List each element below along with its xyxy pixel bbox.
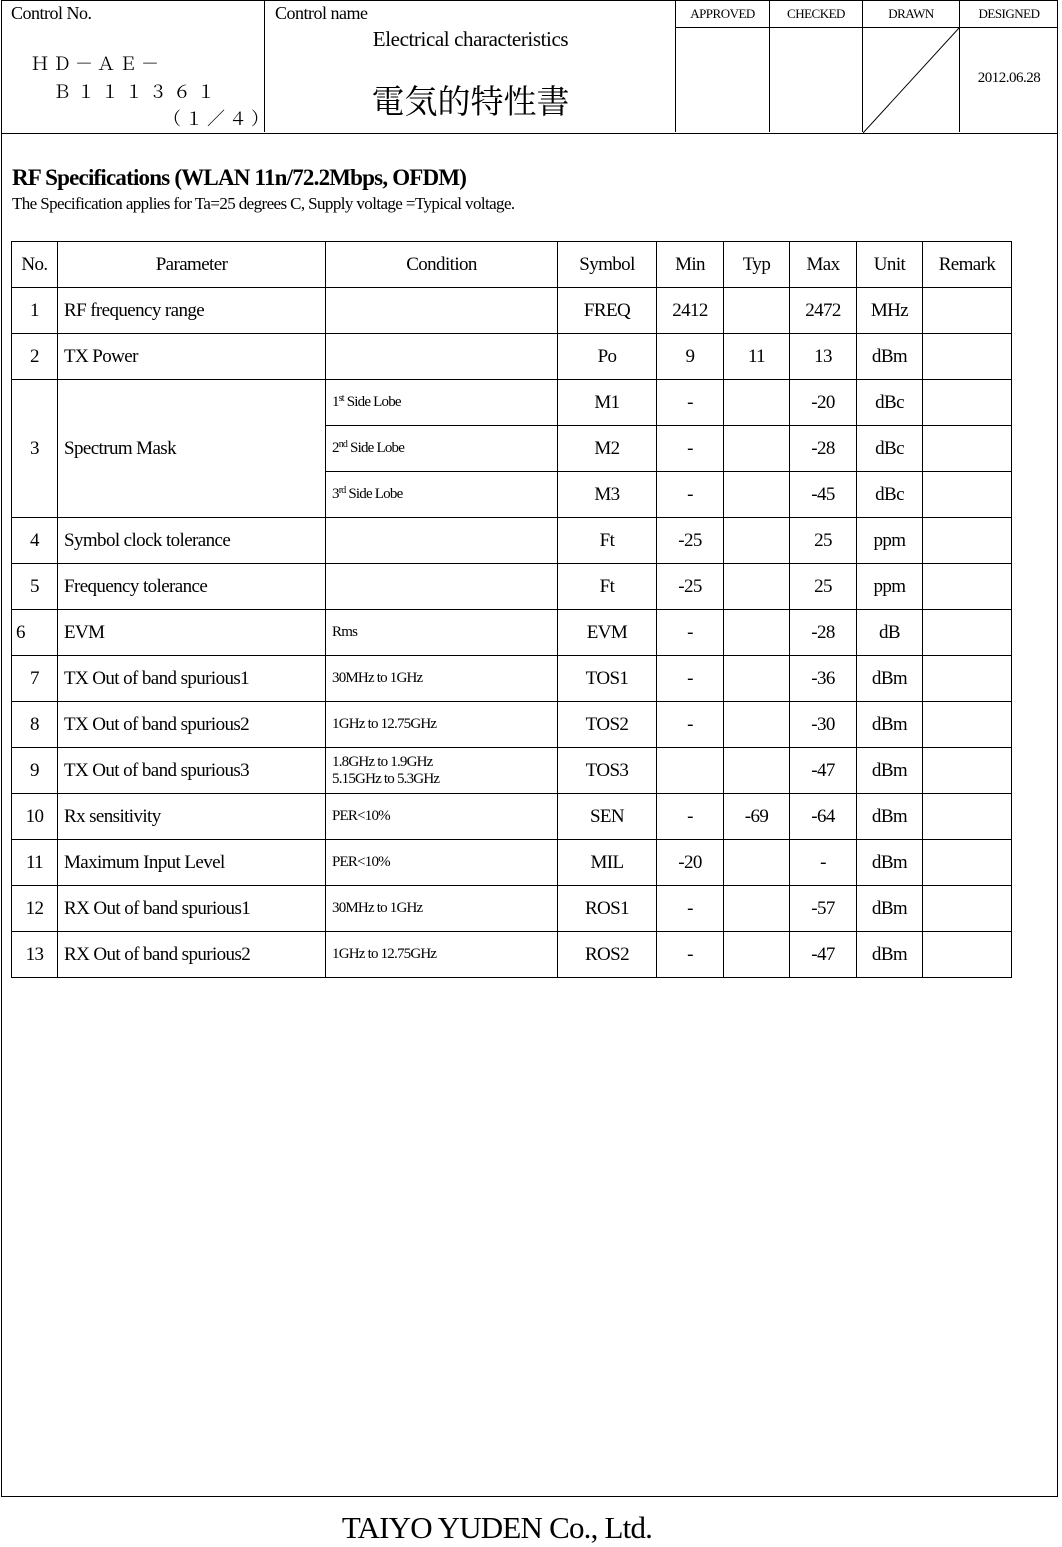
- cell-no: 5: [12, 564, 58, 610]
- cell-unit: ppm: [857, 518, 923, 564]
- cell-remark: [923, 564, 1012, 610]
- control-no-page: （１／４）: [163, 109, 273, 129]
- cell-parameter: EVM: [58, 610, 326, 656]
- cell-typ: [724, 426, 790, 472]
- col-header-typ: Typ: [724, 242, 790, 288]
- cond-ordinal: 3: [332, 486, 339, 502]
- cell-min: [657, 748, 724, 794]
- cell-remark: [923, 840, 1012, 886]
- cell-remark: [923, 932, 1012, 978]
- table-row: [12, 564, 1012, 610]
- cell-symbol: TOS2: [558, 702, 657, 748]
- cond-text: Side Lobe: [347, 440, 405, 456]
- cell-parameter: Frequency tolerance: [58, 564, 326, 610]
- cell-condition: 30MHz to 1GHz: [326, 656, 558, 702]
- cell-min: 2412: [657, 288, 724, 334]
- cell-unit: ppm: [857, 564, 923, 610]
- cell-parameter: TX Out of band spurious2: [58, 702, 326, 748]
- cell-remark: [923, 610, 1012, 656]
- cell-condition: 1GHz to 12.75GHz: [326, 702, 558, 748]
- approved-box: [676, 0, 770, 132]
- cell-symbol: ROS1: [558, 886, 657, 932]
- table-row: [12, 748, 1012, 794]
- cell-min: -: [657, 932, 724, 978]
- table-row: [12, 656, 1012, 702]
- rf-spec-table: [11, 241, 1012, 978]
- title-block: [1, 0, 1058, 134]
- cell-remark: [923, 702, 1012, 748]
- cell-min: -: [657, 610, 724, 656]
- cond-text: Side Lobe: [345, 486, 403, 502]
- cell-max: -45: [790, 472, 857, 518]
- col-header-symbol: Symbol: [558, 242, 657, 288]
- col-header-max: Max: [790, 242, 857, 288]
- col-header-condition: Condition: [326, 242, 558, 288]
- cell-no: 4: [12, 518, 58, 564]
- cell-no: 10: [12, 794, 58, 840]
- cell-unit: dBc: [857, 472, 923, 518]
- control-no-value-line2: Ｂ１１１３６１: [53, 82, 221, 102]
- col-header-no: No.: [12, 242, 58, 288]
- cell-no: 2: [12, 334, 58, 380]
- company-footer: TAIYO YUDEN Co., Ltd.: [341, 1510, 653, 1545]
- cell-condition: [326, 380, 558, 426]
- cell-max: -47: [790, 932, 857, 978]
- checked-box: [770, 0, 863, 132]
- cell-symbol: MIL: [558, 840, 657, 886]
- cell-max: -57: [790, 886, 857, 932]
- cell-symbol: Po: [558, 334, 657, 380]
- cell-unit: dBc: [857, 380, 923, 426]
- table-row: [12, 334, 1012, 380]
- cell-symbol: FREQ: [558, 288, 657, 334]
- cell-max: -28: [790, 610, 857, 656]
- cell-no: 13: [12, 932, 58, 978]
- cell-no: 6: [12, 610, 58, 656]
- cell-condition: [326, 426, 558, 472]
- cond-text: Side Lobe: [343, 394, 401, 410]
- cell-unit: dBm: [857, 702, 923, 748]
- control-no-label: Control No.: [11, 3, 92, 23]
- cell-unit: dBm: [857, 794, 923, 840]
- table-row: [12, 702, 1012, 748]
- cell-parameter: RX Out of band spurious2: [58, 932, 326, 978]
- cell-min: -: [657, 886, 724, 932]
- cell-min: -: [657, 656, 724, 702]
- section-subtitle: The Specification applies for Ta=25 degrees C, Supply voltage =Typical voltage.: [12, 194, 515, 213]
- cell-symbol: SEN: [558, 794, 657, 840]
- cell-symbol: EVM: [558, 610, 657, 656]
- strike-line: [863, 28, 959, 133]
- col-header-parameter: Parameter: [58, 242, 326, 288]
- cell-parameter: TX Out of band spurious1: [58, 656, 326, 702]
- cell-typ: 11: [724, 334, 790, 380]
- cell-parameter: TX Power: [58, 334, 326, 380]
- cell-max: -30: [790, 702, 857, 748]
- table-row: [12, 518, 1012, 564]
- cond-ordinal: 2: [332, 440, 339, 456]
- cell-typ: [724, 288, 790, 334]
- cell-unit: dBm: [857, 932, 923, 978]
- designed-label: DESIGNED: [960, 0, 1058, 28]
- cell-condition: PER<10%: [326, 840, 558, 886]
- cell-condition: Rms: [326, 610, 558, 656]
- cell-symbol: TOS3: [558, 748, 657, 794]
- cell-unit: MHz: [857, 288, 923, 334]
- cell-max: 13: [790, 334, 857, 380]
- cond-ordinal-suffix: nd: [338, 439, 348, 450]
- cell-min: -: [657, 426, 724, 472]
- cell-min: -: [657, 702, 724, 748]
- cell-min: -20: [657, 840, 724, 886]
- section-title: RF Specifications (WLAN 11n/72.2Mbps, OFDM): [12, 165, 467, 190]
- cell-condition: [326, 518, 558, 564]
- cell-remark: [923, 472, 1012, 518]
- cell-no: 7: [12, 656, 58, 702]
- cell-condition: [326, 288, 558, 334]
- designed-signature: [960, 28, 1058, 133]
- approved-signature: [676, 28, 769, 133]
- cell-remark: [923, 748, 1012, 794]
- table-row: [12, 288, 1012, 334]
- approved-label: APPROVED: [676, 0, 769, 28]
- cell-remark: [923, 288, 1012, 334]
- cell-condition: 1GHz to 12.75GHz: [326, 932, 558, 978]
- cell-parameter: Spectrum Mask: [58, 380, 326, 518]
- cell-remark: [923, 426, 1012, 472]
- cond-ordinal-suffix: st: [338, 393, 344, 404]
- cell-max: 2472: [790, 288, 857, 334]
- control-name-cell: [265, 0, 676, 132]
- cell-max: 25: [790, 518, 857, 564]
- table-header-row: [12, 242, 1012, 288]
- cell-unit: dBm: [857, 656, 923, 702]
- control-name-english: Electrical characteristics: [372, 27, 569, 51]
- cell-parameter: RF frequency range: [58, 288, 326, 334]
- cell-unit: dBm: [857, 886, 923, 932]
- cond-line-2: 5.15GHz to 5.3GHz: [332, 770, 440, 787]
- table-row: [12, 794, 1012, 840]
- cell-remark: [923, 334, 1012, 380]
- cell-no: 12: [12, 886, 58, 932]
- cond-ordinal: 1: [332, 394, 339, 410]
- cell-remark: [923, 886, 1012, 932]
- cell-unit: dBm: [857, 334, 923, 380]
- drawn-box: [863, 0, 960, 132]
- cell-min: -: [657, 472, 724, 518]
- cell-parameter: Symbol clock tolerance: [58, 518, 326, 564]
- cell-min: -25: [657, 564, 724, 610]
- cell-condition: [326, 748, 558, 794]
- cell-max: -: [790, 840, 857, 886]
- cell-max: -36: [790, 656, 857, 702]
- cell-max: -20: [790, 380, 857, 426]
- cell-remark: [923, 380, 1012, 426]
- cell-parameter: Rx sensitivity: [58, 794, 326, 840]
- control-name-label: Control name: [275, 3, 368, 23]
- col-header-min: Min: [657, 242, 724, 288]
- cell-min: 9: [657, 334, 724, 380]
- cell-symbol: ROS2: [558, 932, 657, 978]
- cell-parameter: Maximum Input Level: [58, 840, 326, 886]
- drawn-signature: [863, 28, 959, 133]
- cell-condition: [326, 334, 558, 380]
- cell-unit: dBc: [857, 426, 923, 472]
- cell-no: 3: [12, 380, 58, 518]
- designed-date: 2012.06.28: [977, 70, 1041, 86]
- cell-unit: dB: [857, 610, 923, 656]
- table-row: [12, 380, 1012, 426]
- table-row: [12, 886, 1012, 932]
- cell-remark: [923, 794, 1012, 840]
- cell-condition: 30MHz to 1GHz: [326, 886, 558, 932]
- cell-max: -28: [790, 426, 857, 472]
- cell-typ: [724, 656, 790, 702]
- cell-typ: -69: [724, 794, 790, 840]
- cell-parameter: RX Out of band spurious1: [58, 886, 326, 932]
- checked-label: CHECKED: [770, 0, 862, 28]
- col-header-remark: Remark: [923, 242, 1012, 288]
- cell-no: 9: [12, 748, 58, 794]
- cell-remark: [923, 656, 1012, 702]
- cell-unit: dBm: [857, 748, 923, 794]
- cell-condition: [326, 564, 558, 610]
- cell-max: -47: [790, 748, 857, 794]
- cell-typ: [724, 380, 790, 426]
- cell-typ: [724, 932, 790, 978]
- cell-typ: [724, 564, 790, 610]
- table-row: [12, 840, 1012, 886]
- table-row: [12, 932, 1012, 978]
- table-row: [12, 610, 1012, 656]
- cell-condition: [326, 472, 558, 518]
- cell-typ: [724, 840, 790, 886]
- control-no-value-line1: ＨＤ－ＡＥ－: [31, 54, 163, 74]
- col-header-unit: Unit: [857, 242, 923, 288]
- cell-condition: PER<10%: [326, 794, 558, 840]
- designed-box: [960, 0, 1058, 132]
- cell-symbol: Ft: [558, 518, 657, 564]
- cell-min: -: [657, 380, 724, 426]
- cell-parameter: TX Out of band spurious3: [58, 748, 326, 794]
- cell-min: -25: [657, 518, 724, 564]
- cell-max: -64: [790, 794, 857, 840]
- cell-symbol: TOS1: [558, 656, 657, 702]
- cell-typ: [724, 886, 790, 932]
- cell-typ: [724, 518, 790, 564]
- cell-typ: [724, 702, 790, 748]
- cell-remark: [923, 518, 1012, 564]
- cell-no: 8: [12, 702, 58, 748]
- cell-min: -: [657, 794, 724, 840]
- cell-typ: [724, 610, 790, 656]
- cond-line-1: 1.8GHz to 1.9GHz: [332, 753, 433, 770]
- drawn-label: DRAWN: [863, 0, 959, 28]
- cell-symbol: M2: [558, 426, 657, 472]
- cell-unit: dBm: [857, 840, 923, 886]
- control-no-cell: [1, 0, 273, 132]
- cell-symbol: Ft: [558, 564, 657, 610]
- cell-symbol: M3: [558, 472, 657, 518]
- cell-typ: [724, 472, 790, 518]
- cell-max: 25: [790, 564, 857, 610]
- cell-no: 1: [12, 288, 58, 334]
- cell-typ: [724, 748, 790, 794]
- control-name-japanese: 電気的特性書: [371, 82, 570, 121]
- cell-no: 11: [12, 840, 58, 886]
- cond-ordinal-suffix: rd: [338, 485, 346, 496]
- checked-signature: [770, 28, 862, 133]
- cell-symbol: M1: [558, 380, 657, 426]
